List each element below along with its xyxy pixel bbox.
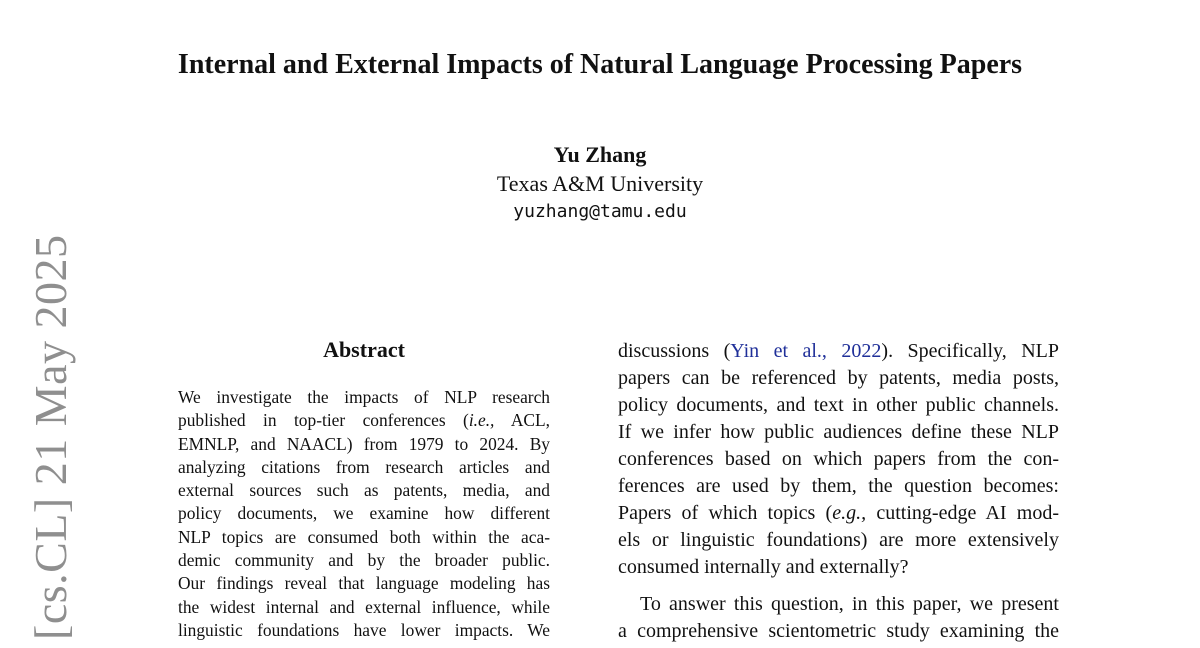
abstract-line: analyzing citations from research articles and [178, 456, 550, 477]
author-affiliation: Texas A&M University [496, 171, 704, 196]
body-line: papers can be referenced by patents, media posts, [618, 367, 1059, 389]
paragraph-gap [618, 581, 1059, 591]
abstract-heading: Abstract [323, 337, 405, 362]
abstract-line: linguistic foundations have lower impacts. We [178, 619, 550, 640]
body-line-part: Papers of which topics ( [618, 502, 833, 524]
body-line: a comprehensive scientometric study examining the [618, 620, 1059, 642]
abstract-line: the widest internal and external influence, while [178, 596, 550, 617]
abstract-line: We investigate the impacts of NLP research [178, 387, 550, 407]
body-line-part: ). Specifically, NLP [881, 340, 1059, 362]
body-line [618, 338, 1059, 365]
abstract-line: NLP topics are consumed both within the aca- [178, 526, 550, 547]
abstract-line: external sources such as patents, media, and [178, 480, 550, 501]
body-line: conferences based on which papers from the con- [618, 448, 1059, 470]
abstract-body [178, 386, 550, 642]
abstract-line-part: ACL, [494, 410, 550, 431]
author-name: Yu Zhang [553, 142, 647, 167]
author-block [0, 141, 1200, 225]
body-line: els or linguistic foundations) are more extensively [618, 529, 1059, 551]
body-line: If we infer how public audiences define these NLP [618, 421, 1059, 443]
body-line: ferences are used by them, the question becomes: [618, 475, 1059, 497]
abstract-line [178, 409, 550, 432]
abstract-line-part: published in top-tier conferences ( [178, 410, 469, 431]
body-line: To answer this question, in this paper, we present [640, 593, 1059, 615]
abstract-line: Our findings reveal that language modeling has [178, 573, 550, 594]
body-line: policy documents, and text in other public channels. [618, 394, 1059, 416]
body-line-part: cutting-edge AI mod- [866, 502, 1059, 524]
abstract-line: policy documents, we examine how different [178, 503, 550, 524]
author-email: yuzhang@tamu.edu [513, 201, 687, 222]
body-line-part: discussions ( [618, 340, 731, 362]
citation-link[interactable]: Yin et al., 2022 [730, 340, 882, 362]
abstract-line: EMNLP, and NAACL) from 1979 to 2024. By [178, 433, 550, 454]
arxiv-side-stamp: [cs.CL] 21 May 2025 [25, 234, 76, 640]
abstract-line: demic community and by the broader public. [178, 550, 550, 571]
intro-paragraph-2 [618, 591, 1059, 645]
paper-title: Internal and External Impacts of Natural Language Processing Papers [177, 49, 1023, 80]
intro-column [618, 338, 1059, 645]
body-line-italic: e.g., [832, 502, 867, 524]
intro-paragraph-1 [618, 338, 1059, 581]
body-line [618, 500, 1059, 527]
abstract-line-italic: i.e., [468, 410, 495, 431]
body-line: consumed internally and externally? [618, 556, 909, 578]
